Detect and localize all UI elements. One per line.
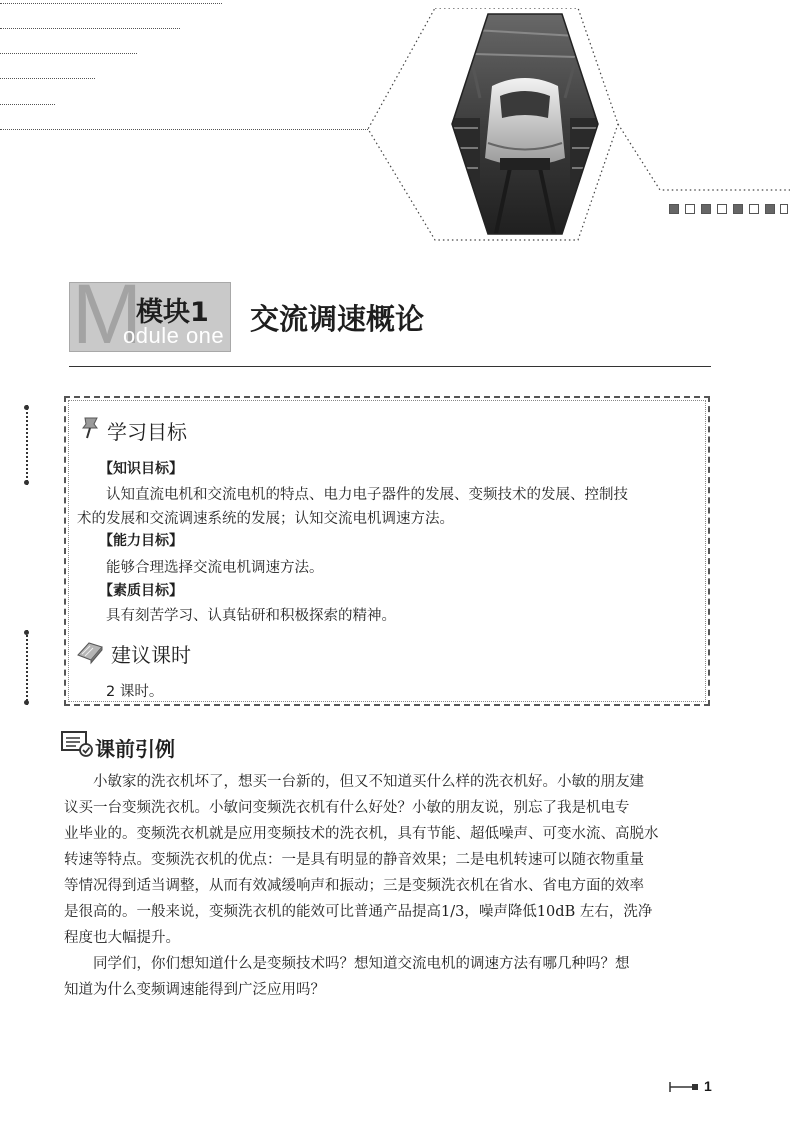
intro-question-line: 知道为什么变频调速能得到广泛应用吗？: [64, 982, 325, 998]
page-number-marker: [668, 1080, 700, 1094]
intro-paragraph-line: 小敏家的洗衣机坏了，想买一台新的，但又不知道买什么样的洗衣机好。小敏的朋友建: [93, 774, 644, 790]
book-icon: [75, 635, 105, 665]
knowledge-objective-text-cont: 术的发展和交流调速系统的发展；认知交流电机调速方法。: [77, 511, 454, 527]
decor-square: [733, 204, 743, 214]
intro-paragraph-line: 等情况得到适当调整，从而有效减缓响声和振动；三是变频洗衣机在省水、省电方面的效率: [64, 878, 644, 894]
decor-line: [0, 78, 95, 79]
intro-paragraph-line: 转速等特点。变频洗衣机的优点：一是具有明显的静音效果；二是电机转速可以随衣物重量: [64, 852, 644, 868]
chain-bead: [24, 700, 29, 705]
intro-paragraph-line: 是很高的。一般来说，变频洗衣机的能效可比普通产品提高1/3，噪声降低10dB 左右，洗净: [64, 904, 653, 920]
intro-paragraph-line: 程度也大幅提升。: [64, 930, 180, 946]
suggested-hours-heading: 建议课时: [111, 643, 191, 667]
ability-objective-text: 能够合理选择交流电机调速方法。: [106, 560, 324, 576]
decor-line: [0, 53, 137, 54]
decor-square: [669, 204, 679, 214]
quality-objective-text: 具有刻苦学习、认真钻研和积极探索的精神。: [106, 608, 396, 624]
ability-objective-tag: 【能力目标】: [99, 533, 183, 549]
decor-line: [0, 129, 368, 130]
intro-paragraph-line: 业毕业的。变频洗衣机就是应用变频技术的洗衣机，具有节能、超低噪声、可变水流、高脱水: [64, 826, 659, 842]
decor-line: [0, 104, 55, 105]
quality-objective-tag: 【素质目标】: [99, 583, 183, 599]
chain-bead: [24, 405, 29, 410]
chain-bead: [24, 630, 29, 635]
side-chain-decoration: [26, 630, 28, 705]
intro-heading: 课前引例: [95, 737, 175, 761]
screen-check-icon: [60, 730, 94, 758]
suggested-hours-text: 2 课时。: [106, 684, 164, 700]
decor-square: [701, 204, 711, 214]
intro-paragraph-line: 议买一台变频洗衣机。小敏问变频洗衣机有什么好处？小敏的朋友说，别忘了我是机电专: [64, 800, 630, 816]
module-label: 模块1: [136, 297, 209, 328]
decor-square: [765, 204, 775, 214]
pushpin-icon: [77, 414, 103, 440]
module-subtitle: odule one: [123, 323, 225, 348]
knowledge-objective-tag: 【知识目标】: [99, 461, 183, 477]
intro-question-line: 同学们，你们想知道什么是变频技术吗？想知道交流电机的调速方法有哪几种吗？想: [93, 956, 630, 972]
decor-square: [717, 204, 727, 214]
page-number: 1: [704, 1078, 712, 1094]
side-chain-decoration: [26, 405, 28, 485]
chain-bead: [24, 480, 29, 485]
decor-square: [749, 204, 759, 214]
decor-line: [0, 28, 180, 29]
module-letter: M: [72, 267, 142, 361]
knowledge-objective-text: 认知直流电机和交流电机的特点、电力电子器件的发展、变频技术的发展、控制技: [106, 487, 628, 503]
module-title: 交流调速概论: [250, 302, 425, 336]
module-divider: [69, 366, 711, 367]
decor-square: [780, 204, 788, 214]
decor-square: [685, 204, 695, 214]
learning-objectives-heading: 学习目标: [107, 420, 187, 444]
decor-line: [0, 3, 222, 4]
